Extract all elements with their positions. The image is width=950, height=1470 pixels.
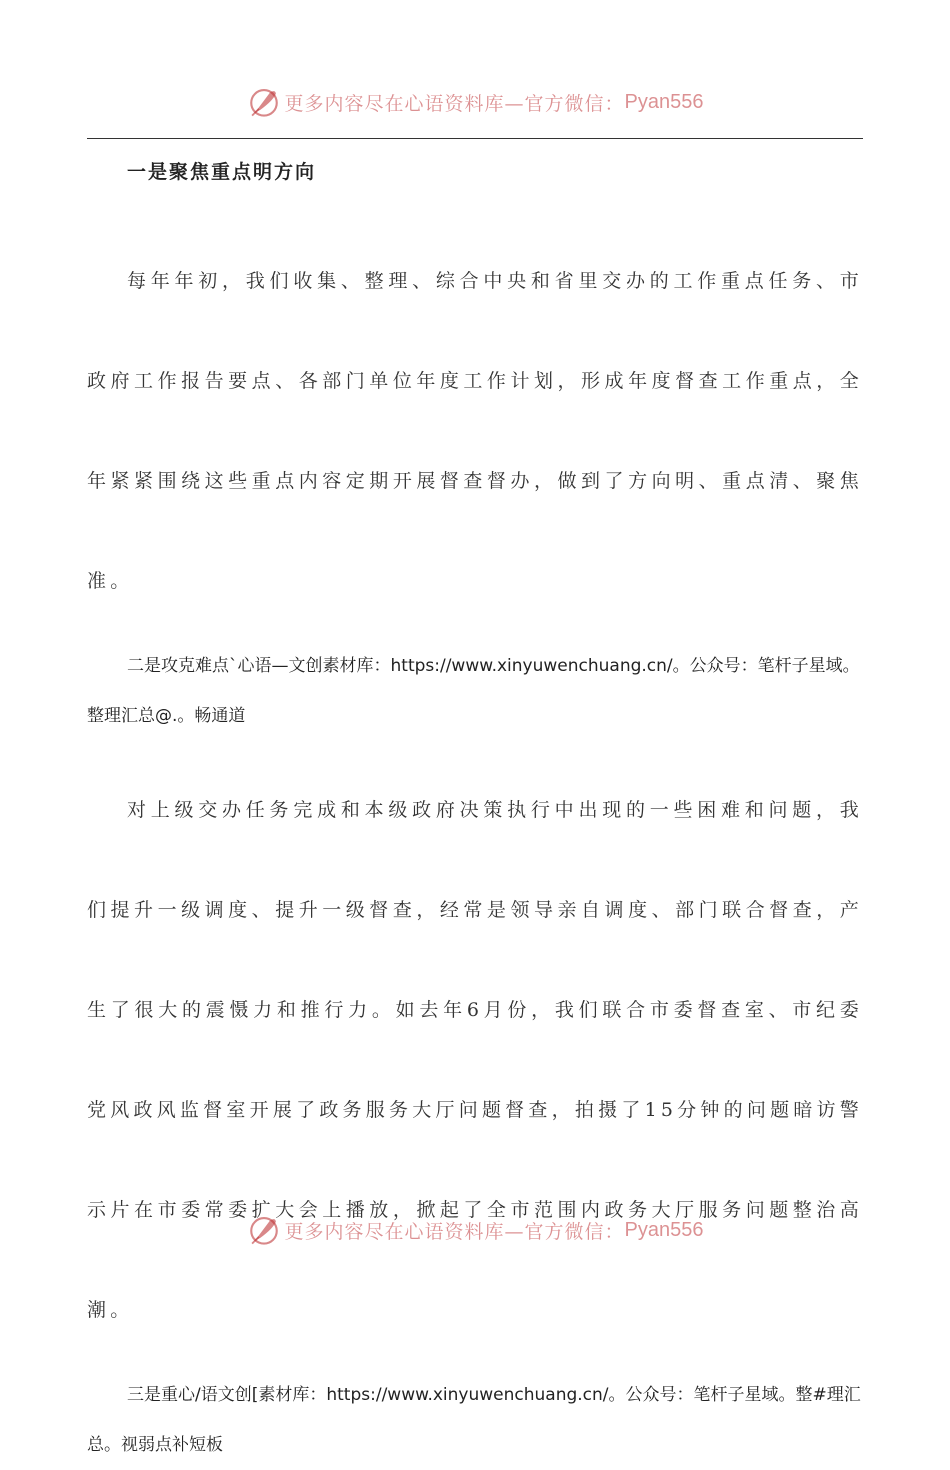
banner-text: 更多内容尽在心语资料库—官方微信： <box>284 92 625 115</box>
quill-pen-icon <box>247 85 281 119</box>
document-body <box>87 150 863 1470</box>
paragraph-4: 三是重心/语文创[素材库：https://www.xinyuwenchuang.cn/。公众号：笔杆子星域。整#理汇总。视弱点补短板 <box>87 1385 861 1455</box>
banner-wechat-id: Pyan556 <box>624 90 704 113</box>
page-header-banner <box>0 82 950 122</box>
section-heading: 一是聚焦重点明方向 <box>127 161 317 183</box>
quill-pen-icon <box>247 1213 281 1247</box>
page-footer-banner <box>0 1210 950 1250</box>
paragraph-2: 二是攻克难点`心语—文创素材库：https://www.xinyuwenchuang.cn/。公众号：笔杆子星域。整理汇总@.。畅通道 <box>87 656 860 726</box>
header-divider <box>87 138 863 139</box>
banner-wechat-id: Pyan556 <box>624 1218 704 1241</box>
paragraph-3: 对上级交办任务完成和本级政府决策执行中出现的一些困难和问题，我们提升一级调度、提升一级督查，经常是领导亲自调度、部门联合督查，产生了很大的震慑力和推行力。如去年6月份，我们联合市委督查室、市纪委党风政风监督室开展了政务服务大厅问题督查，拍摄了15分钟的问题暗访警示片在市委常委扩大会上播放，掀起了全市范围内政务大厅服务问题整治高潮。 <box>87 799 863 1321</box>
paragraph-1: 每年年初，我们收集、整理、综合中央和省里交办的工作重点任务、市政府工作报告要点、各部门单位年度工作计划，形成年度督查工作重点，全年紧紧围绕这些重点内容定期开展督查督办，做到了方向明、重点清、聚焦准。 <box>87 270 863 592</box>
banner-text: 更多内容尽在心语资料库—官方微信： <box>284 1220 625 1243</box>
